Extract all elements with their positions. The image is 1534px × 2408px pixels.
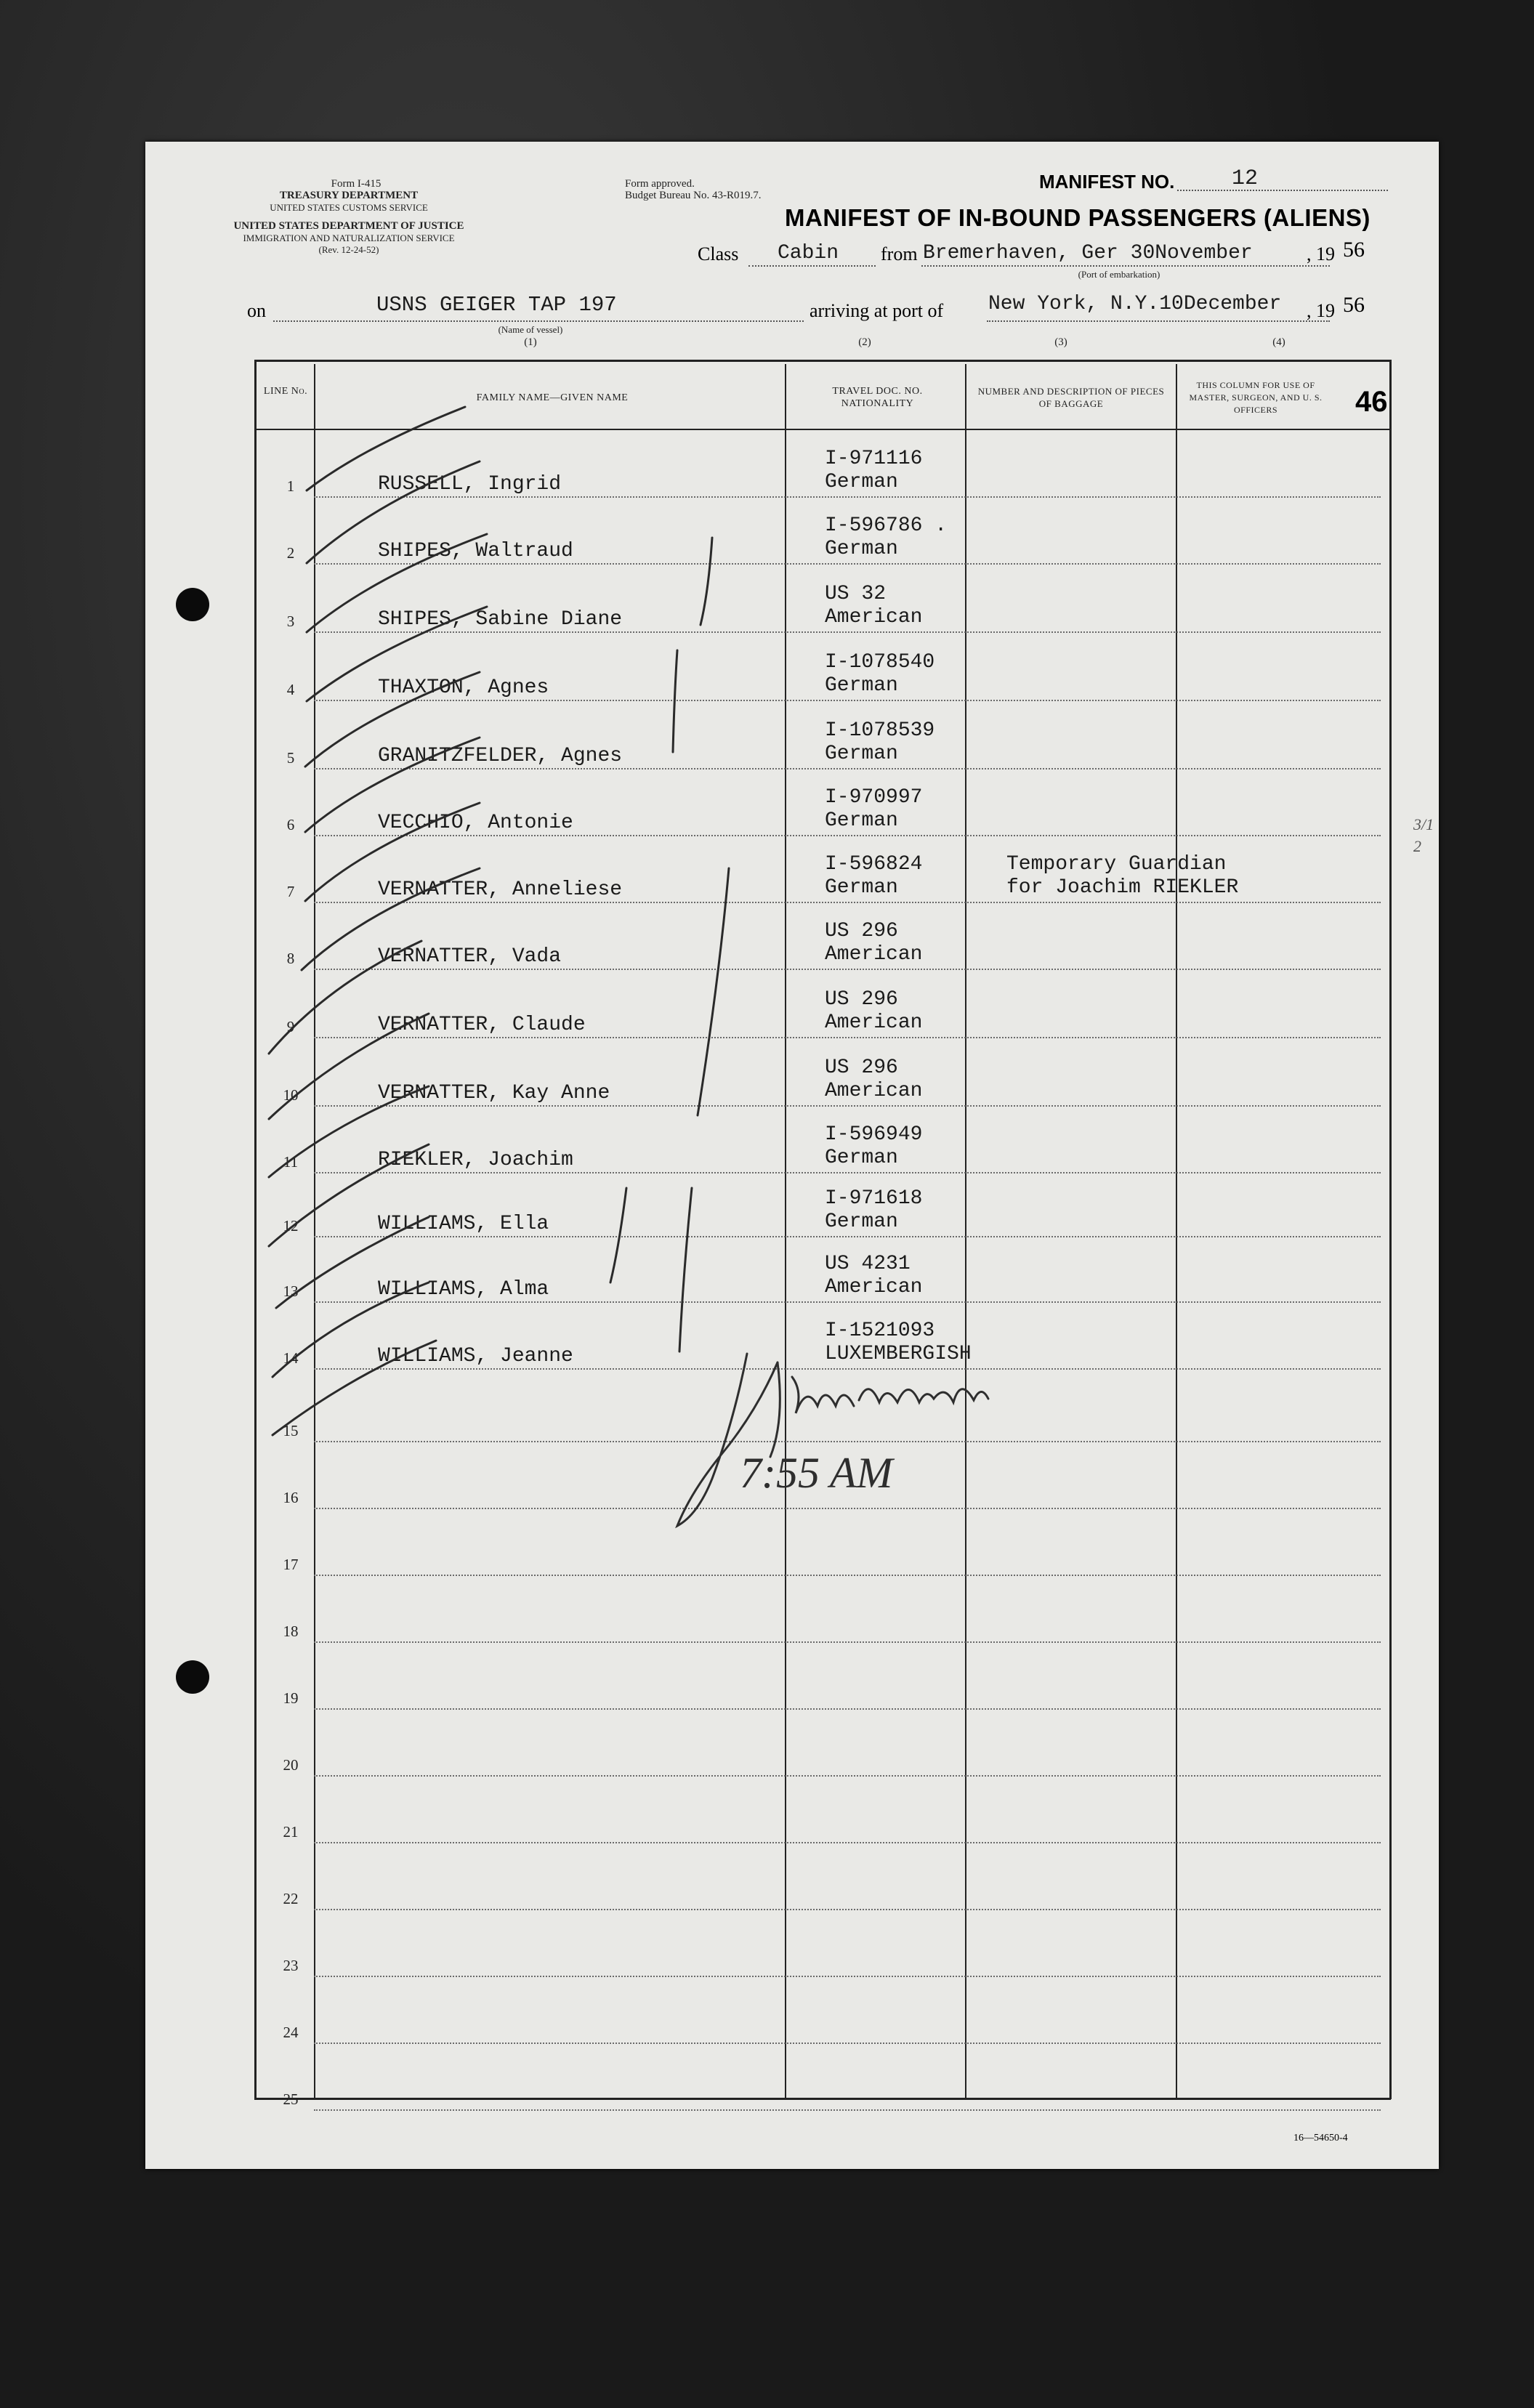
line-number: 17 xyxy=(283,1556,299,1573)
travel-doc-number: I-971116 xyxy=(825,448,923,470)
line-number: 7 xyxy=(286,883,295,900)
line-number: 1 xyxy=(286,477,295,495)
line-number: 18 xyxy=(283,1623,299,1640)
passenger-name: WILLIAMS, Jeanne xyxy=(378,1345,573,1367)
nationality: German xyxy=(825,538,898,560)
passenger-name: GRANITZFELDER, Agnes xyxy=(378,745,623,767)
nationality: German xyxy=(825,876,898,899)
passenger-name: WILLIAMS, Alma xyxy=(378,1278,549,1301)
baggage-note: Temporary Guardian xyxy=(1006,853,1227,876)
col-travel-doc: TRAVEL DOC. NO. NATIONALITY xyxy=(832,386,923,409)
col-baggage: NUMBER AND DESCRIPTION OF PIECES OF BAGGAGE xyxy=(977,386,1165,409)
travel-doc-number: I-971618 xyxy=(825,1187,923,1210)
nationality: German xyxy=(825,743,898,765)
nationality: German xyxy=(825,809,898,832)
passenger-name: SHIPES, Sabine Diane xyxy=(378,608,623,631)
passenger-name: VERNATTER, Anneliese xyxy=(378,878,623,901)
revision: (Rev. 12-24-52) xyxy=(318,244,379,255)
line-number: 13 xyxy=(283,1282,299,1300)
class-label: Class xyxy=(698,243,739,264)
line-number: 21 xyxy=(283,1823,299,1841)
vessel-name: USNS GEIGER TAP 197 xyxy=(376,293,617,317)
travel-doc-number: US 296 xyxy=(825,1056,898,1079)
line-number: 23 xyxy=(283,1957,299,1974)
sheet-number: 46 xyxy=(1355,386,1388,418)
line-number: 24 xyxy=(283,2024,299,2041)
nationality: American xyxy=(825,606,923,629)
passenger-name: VERNATTER, Claude xyxy=(378,1014,586,1036)
manifest-page xyxy=(145,142,1439,2169)
col-name: FAMILY NAME—GIVEN NAME xyxy=(476,392,629,403)
travel-doc-number: US 4231 xyxy=(825,1253,911,1275)
line-number: 8 xyxy=(286,950,295,967)
line-number: 20 xyxy=(283,1756,299,1774)
nationality: American xyxy=(825,1080,923,1102)
line-number: 3 xyxy=(286,613,295,630)
line-number: 9 xyxy=(286,1018,295,1035)
travel-doc-number: I-1078540 xyxy=(825,651,935,674)
manifest-no-label: MANIFEST NO. xyxy=(1039,171,1175,193)
embark-year: 56 xyxy=(1343,238,1365,262)
footer-code: 16—54650-4 xyxy=(1293,2133,1348,2144)
travel-doc-number: I-596949 xyxy=(825,1123,923,1146)
from-label: from xyxy=(881,243,918,264)
vessel-caption: (Name of vessel) xyxy=(498,324,563,335)
line-number: 6 xyxy=(286,816,295,833)
nationality: American xyxy=(825,1011,923,1034)
col4-number: (4) xyxy=(1272,336,1285,348)
travel-doc-number: I-1078539 xyxy=(825,719,935,742)
embark-year-prefix: , 19 xyxy=(1307,243,1335,264)
customs-service: UNITED STATES CUSTOMS SERVICE xyxy=(270,202,428,213)
passenger-name: THAXTON, Agnes xyxy=(378,676,549,699)
travel-doc-number: I-596824 xyxy=(825,853,923,876)
arrival-value: New York, N.Y.10December xyxy=(988,293,1282,315)
arrival-year: 56 xyxy=(1343,293,1365,317)
line-number: 11 xyxy=(283,1153,299,1171)
margin-note: 3/12 xyxy=(1413,815,1434,855)
manifest-title: MANIFEST OF IN-BOUND PASSENGERS (ALIENS) xyxy=(785,204,1370,231)
line-number: 12 xyxy=(283,1217,299,1235)
passenger-name: RUSSELL, Ingrid xyxy=(378,473,562,496)
nationality: German xyxy=(825,674,898,697)
form-approved: Form approved. xyxy=(625,178,695,190)
passenger-name: VERNATTER, Vada xyxy=(378,945,562,968)
travel-doc-number: US 296 xyxy=(825,988,898,1011)
travel-doc-number: I-1521093 xyxy=(825,1320,935,1342)
class-value: Cabin xyxy=(778,242,839,264)
treasury-dept: TREASURY DEPARTMENT xyxy=(279,190,419,201)
col-line-no: LINE No. xyxy=(263,386,308,397)
embark-caption: (Port of embarkation) xyxy=(1078,269,1160,280)
travel-doc-number: US 296 xyxy=(825,920,898,942)
from-value: Bremerhaven, Ger 30November xyxy=(923,242,1253,264)
line-number: 5 xyxy=(286,749,295,767)
time-note: 7:55 AM xyxy=(740,1449,893,1497)
line-number: 4 xyxy=(286,681,295,698)
arriving-label: arriving at port of xyxy=(810,300,944,321)
baggage-note: for Joachim RIEKLER xyxy=(1006,876,1239,899)
passenger-name: SHIPES, Waltraud xyxy=(378,540,573,562)
passenger-name: VECCHIO, Antonie xyxy=(378,812,573,834)
on-label: on xyxy=(247,300,266,321)
nationality: German xyxy=(825,1147,898,1169)
line-number: 15 xyxy=(283,1422,299,1439)
nationality: German xyxy=(825,1211,898,1233)
line-number: 25 xyxy=(283,2090,299,2108)
travel-doc-number: I-596786 . xyxy=(825,514,948,537)
line-number: 16 xyxy=(283,1489,299,1506)
arrival-year-prefix: , 19 xyxy=(1307,300,1335,321)
travel-doc-number: I-970997 xyxy=(825,786,923,809)
passenger-name: VERNATTER, Kay Anne xyxy=(378,1082,610,1104)
col-officers: THIS COLUMN FOR USE OF MASTER, SURGEON, AND U. S. OFFICERS xyxy=(1189,380,1323,415)
line-number: 2 xyxy=(286,544,295,562)
line-number: 14 xyxy=(283,1349,299,1367)
nationality: American xyxy=(825,1276,923,1298)
passenger-name: WILLIAMS, Ella xyxy=(378,1213,549,1235)
line-number: 19 xyxy=(283,1689,299,1707)
pencil-check-marks xyxy=(145,142,1439,2169)
passenger-name: RIEKLER, Joachim xyxy=(378,1149,573,1171)
col3-number: (3) xyxy=(1054,336,1067,348)
col1-number: (1) xyxy=(524,336,537,348)
line-number: 22 xyxy=(283,1890,299,1907)
col2-number: (2) xyxy=(858,336,871,348)
signature-scrawl xyxy=(669,1333,1046,1551)
ins-service: IMMIGRATION AND NATURALIZATION SERVICE xyxy=(243,233,455,243)
travel-doc-number: US 32 xyxy=(825,583,887,605)
line-number: 10 xyxy=(283,1086,299,1104)
form-number: Form I-415 xyxy=(331,178,382,190)
nationality: LUXEMBERGISH xyxy=(825,1343,972,1365)
budget-bureau: Budget Bureau No. 43-R019.7. xyxy=(625,190,762,201)
nationality: German xyxy=(825,471,898,493)
nationality: American xyxy=(825,943,923,966)
manifest-no-value: 12 xyxy=(1232,166,1259,191)
dept-justice: UNITED STATES DEPARTMENT OF JUSTICE xyxy=(233,220,464,232)
